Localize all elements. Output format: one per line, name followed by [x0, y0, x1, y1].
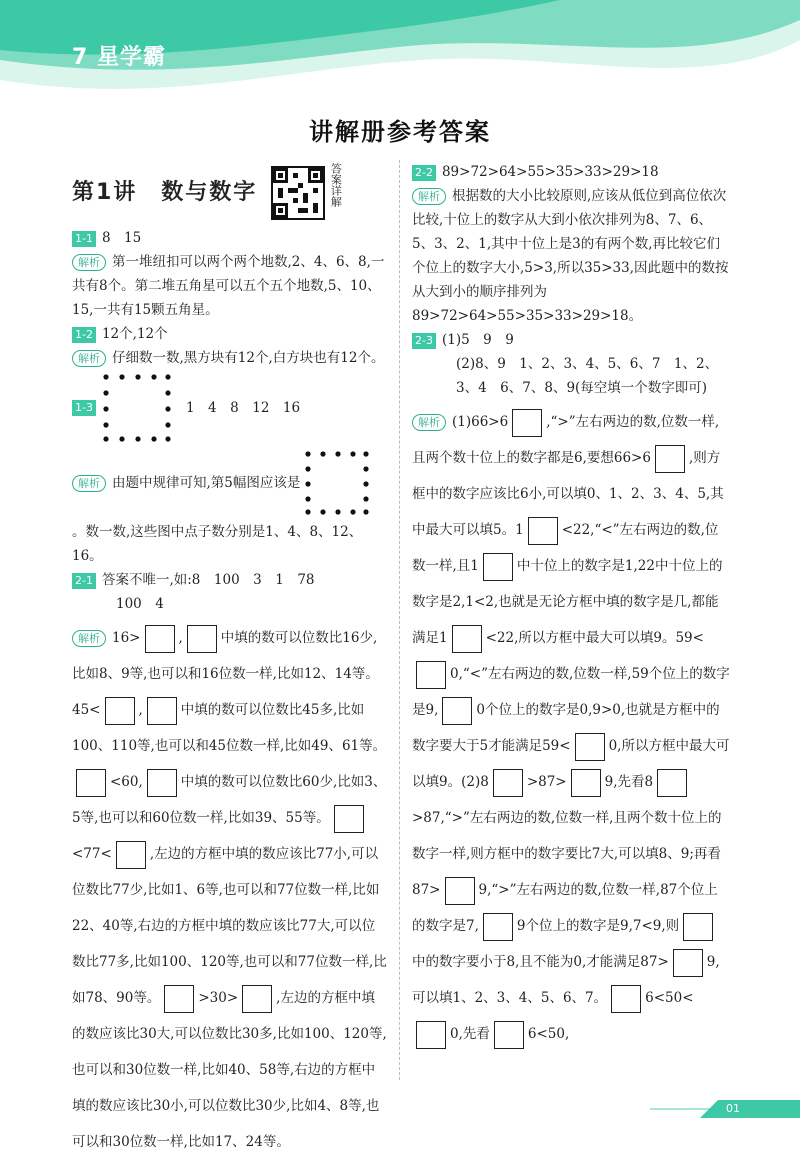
- answer-2-3-part2: (2)8、9 1、2、3、4、5、6、7 1、2、3、4 6、7、8、9(每空填一个数字即可): [456, 356, 719, 396]
- right-column: [412, 160, 730, 1052]
- answer-2-2: 2-2 89>72>64>55>35>33>29>18: [412, 160, 730, 184]
- qr-code-icon: [273, 168, 323, 218]
- analysis-2-1: 解析 16> , 中填的数可以位数比16少,比如8、9等,也可以和16位数一样,比如12、14等。45< , 中填的数可以位数比45多,比如100、110等,也可以和45位数一样,比如49、61等。<60, 中填的数可以位数比60少,比如3、5等,也可以和60位数一样,比如39、55等。<77< ,左边的方框中填的数应该比77小,可以位数比77少,比如1、6等,也可以和77位数一样,比如22、40等,右边的方框中填的数应该比77大,可以位数比77多,比如100、120等,也可以和77位数一样,比如78、90等。 >30> ,左边的方框中填的数应该比30大,可以位数比30多,比如100、120等,也可以和30位数一样,比如40、58等,右边的方框中填的数应该比30小,可以位数比30少,比如4、8等,也可以和30位数一样,比如17、24等。: [72, 620, 388, 1160]
- blank-box: [334, 805, 364, 833]
- blank-box: [416, 661, 446, 689]
- answer-1-3: 1-3 1 4 8 12 16: [72, 370, 388, 446]
- analysis-badge: 解析: [412, 414, 446, 431]
- blank-box: [575, 733, 605, 761]
- blank-box: [655, 445, 685, 473]
- column-divider: [399, 160, 400, 1080]
- answer-1-1: 1-1 8 15: [72, 226, 388, 250]
- blank-box: [512, 409, 542, 437]
- blank-box: [76, 769, 106, 797]
- tag-2-2: 2-2: [412, 165, 436, 181]
- tag-1-1: 1-1: [72, 231, 96, 247]
- footer-tab: [700, 1100, 800, 1118]
- tag-2-1: 2-1: [72, 573, 96, 589]
- tag-2-3: 2-3: [412, 333, 436, 349]
- blank-box: [673, 949, 703, 977]
- page-title: 讲解册参考答案: [309, 117, 491, 146]
- tag-1-3: 1-3: [72, 400, 96, 416]
- blank-box: [105, 697, 135, 725]
- dot-square-figure-5: [304, 450, 370, 516]
- analysis-2-2: 解析 根据数的大小比较原则,应该从低位到高位依次比较,十位上的数字从大到小依次排列为8、7、6、5、3、2、1,其中十位上是3的有两个数,再比较它们个位上的数字大小,5>3,所以35>33,因此题中的数按从大到小的顺序排列为89>72>64>55>35>33>29>18。: [412, 188, 729, 324]
- blank-box: [452, 625, 482, 653]
- answer-2-3: 2-3 (1)5 9 9: [412, 328, 730, 352]
- blank-box: [571, 769, 601, 797]
- blank-box: [445, 877, 475, 905]
- blank-box: [145, 625, 175, 653]
- analysis-badge: 解析: [72, 630, 106, 647]
- dot-square-figure: [102, 373, 172, 443]
- answer-2-1-cont: 100 4: [116, 596, 164, 612]
- left-column: [72, 160, 388, 1160]
- blank-box: [657, 769, 687, 797]
- answer-2-1: 2-1 答案不唯一,如:8 100 3 1 78: [72, 568, 388, 592]
- blank-box: [611, 985, 641, 1013]
- blank-box: [528, 517, 558, 545]
- qr-label: 答案详解: [329, 163, 343, 207]
- analysis-1-2: 解析 仔细数一数,黑方块有12个,白方块也有12个。: [72, 346, 388, 370]
- lecture-header: [72, 160, 388, 226]
- tag-1-2: 1-2: [72, 327, 96, 343]
- blank-box: [147, 697, 177, 725]
- analysis-badge: 解析: [72, 475, 106, 492]
- blank-box: [483, 553, 513, 581]
- blank-box: [116, 841, 146, 869]
- analysis-badge: 解析: [72, 350, 106, 367]
- page-number: 01: [726, 1102, 740, 1115]
- blank-box: [164, 985, 194, 1013]
- blank-box: [442, 697, 472, 725]
- answer-1-2: 1-2 12个,12个: [72, 322, 388, 346]
- analysis-badge: 解析: [72, 254, 106, 271]
- blank-box: [483, 913, 513, 941]
- blank-box: [493, 769, 523, 797]
- blank-box: [494, 1021, 524, 1049]
- analysis-1-1: 解析 第一堆纽扣可以两个两个地数,2、4、6、8,一共有8个。第二堆五角星可以五个五个地数,5、10、15,一共有15颗五角星。: [72, 254, 385, 318]
- analysis-1-3: 解析 由题中规律可知,第5幅图应该是 。数一数,这些图中点子数分别是1、4、8、12、16。: [72, 446, 388, 568]
- brand-logo: 7 星学霸: [72, 45, 166, 70]
- blank-box: [147, 769, 177, 797]
- analysis-2-3: 解析 (1)66>6 ,“>”左右两边的数,位数一样,且两个数十位上的数字都是6,要想66>6 ,则方框中的数字应该比6小,可以填0、1、2、3、4、5,其中最大可以填5。1 <22,“<”左右两边的数,位数一样,且1 中十位上的数字是1,22中十位上的数字是2,1<2,也就是无论方框中填的数字是几,都能满足1 <22,所以方框中最大可以填9。59<0,“<”左右两边的数,位数一样,59个位上的数字是9, 0个位上的数字是0,9>0,也就是方框中的数字要大于5才能满足59< 0,所以方框中最大可以填9。(2)8 >87> 9,先看8>87,“>”左右两边的数,位数一样,且两个数十位上的数字一样,则方框中的数字要比7大,可以填8、9;再看87> 9,“>”左右两边的数,位数一样,87个位上的数字是7, 9个位上的数字是9,7<9,则中的数字要小于8,且不能为0,才能满足87> 9,可以填1、2、3、4、5、6、7。 6<50<0,先看 6<50,: [412, 404, 730, 1052]
- qr-code[interactable]: [271, 166, 325, 220]
- analysis-badge: 解析: [412, 188, 446, 205]
- lecture-title: 第1讲 数与数字: [72, 180, 258, 205]
- blank-box: [187, 625, 217, 653]
- blank-box: [683, 913, 713, 941]
- blank-box: [242, 985, 272, 1013]
- blank-box: [416, 1021, 446, 1049]
